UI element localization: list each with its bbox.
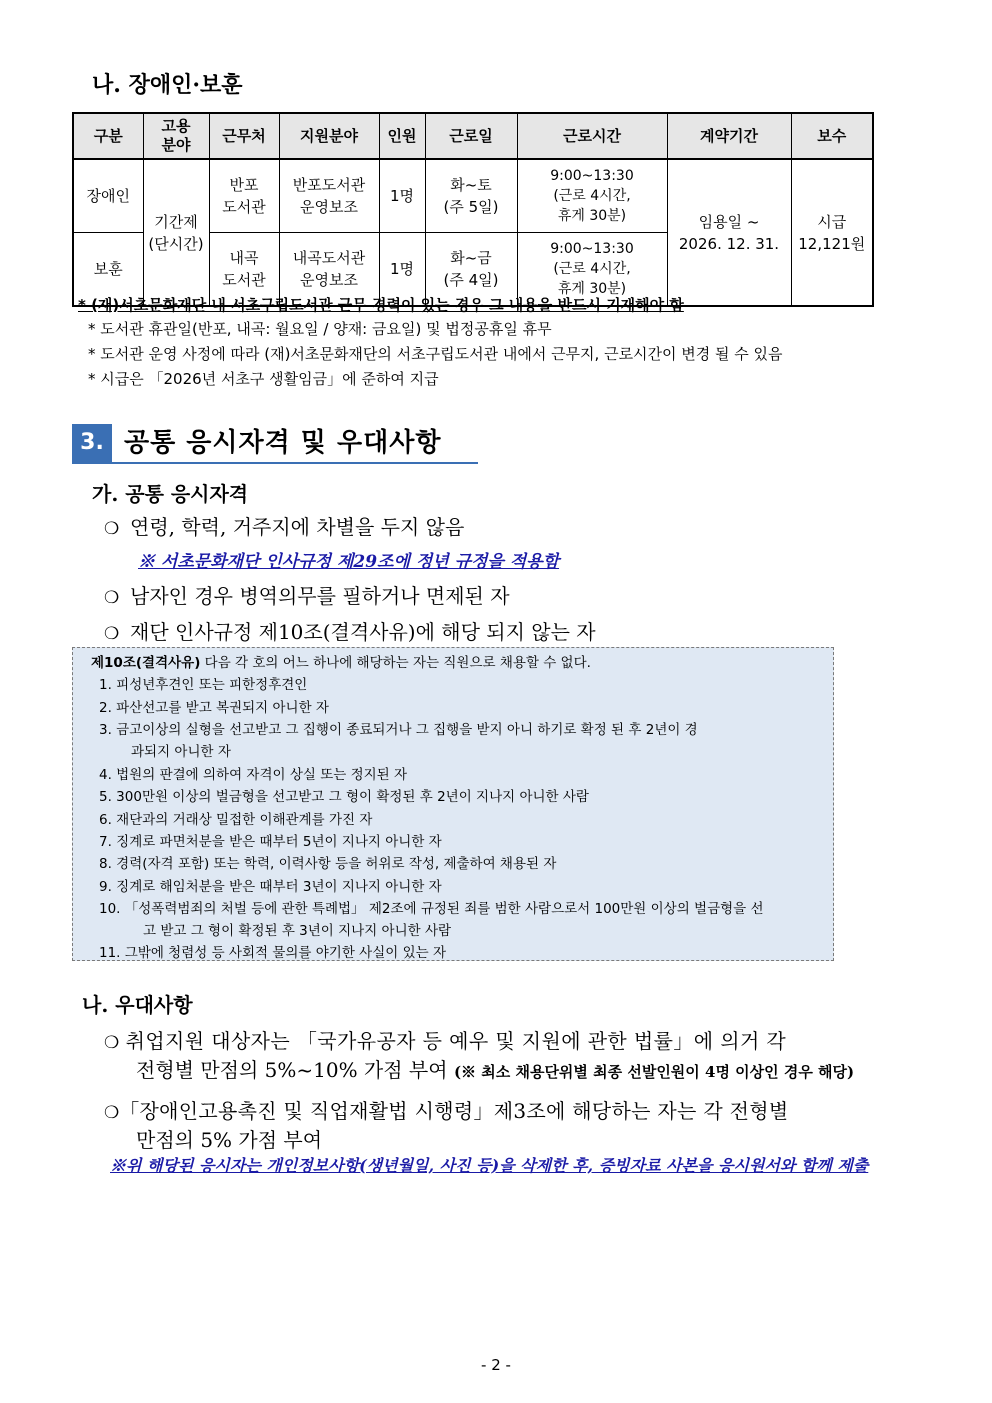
list-item <box>104 1097 788 1128</box>
law-line: 4. 법원의 판결에 의하여 자격이 상실 또는 정지된 자 <box>99 767 408 783</box>
note-workplace-change: * 도서관 운영 사정에 따라 (재)서초문화재단의 서초구립도서관 내에서 근무지, 근로시간이 변경 될 수 있음 <box>88 345 783 363</box>
selection-count-note: (※ 최소 채용단위별 최종 선발인원이 4명 이상인 경우 해당) <box>453 1063 855 1081</box>
law-line: 11. 그밖에 청렴성 등 사회적 물의를 야기한 사실이 있는 자 <box>99 945 446 961</box>
circle-bullet-icon: ❍ <box>104 519 120 539</box>
header-cell: 보수 <box>791 113 873 159</box>
list-item <box>104 511 464 540</box>
law-box-heading: 제10조(결격사유) <box>91 655 201 671</box>
cell-pay: 시급 12,121원 <box>791 159 873 306</box>
table-header-row <box>73 113 873 159</box>
list-item-continuation <box>136 1126 322 1155</box>
retirement-rule-note: ※ 서초문화재단 인사규정 제29조에 정년 규정을 적용함 <box>138 552 560 572</box>
list-item-text: 전형별 만점의 5%~10% 가점 부여 <box>136 1058 448 1082</box>
hiring-table <box>72 112 874 307</box>
list-item-text: 만점의 5% 가점 부여 <box>136 1128 323 1152</box>
list-item-text: 취업지원 대상자는 「국가유공자 등 예우 및 지원에 관한 법률」에 의거 각 <box>125 1029 787 1053</box>
cell-days: 화~토 (주 5일) <box>425 159 517 233</box>
section-title-disabled-veterans: 나. 장애인·보훈 <box>92 72 243 98</box>
section-title: 공통 응시자격 및 우대사항 <box>124 428 442 458</box>
law-line: 3. 금고이상의 실형을 선고받고 그 집행이 종료되거나 그 집행을 받지 아니 하기로 확정 된 후 2년이 경 <box>99 722 698 738</box>
disqualification-box <box>72 647 834 961</box>
header-cell: 지원분야 <box>279 113 379 159</box>
header-cell: 구분 <box>73 113 143 159</box>
list-item-text: 「장애인고용촉진 및 직업재활법 시행령」제3조에 해당하는 자는 각 전형별 <box>119 1099 789 1123</box>
circle-bullet-icon: ❍ <box>104 624 120 644</box>
cell-employment: 기간제 (단시간) <box>143 159 209 306</box>
law-line: 5. 300만원 이상의 벌금형을 선고받고 그 형이 확정된 후 2년이 지나지 아니한 사람 <box>99 789 589 805</box>
note-closing-days: * 도서관 휴관일(반포, 내곡: 월요일 / 양재: 금요일) 및 법정공휴일 휴무 <box>88 320 552 338</box>
cell-contract: 임용일 ~ 2026. 12. 31. <box>667 159 791 306</box>
cell-type: 장애인 <box>73 159 143 233</box>
note-wage: * 시급은 「2026년 서초구 생활임금」에 준하여 지급 <box>88 370 439 388</box>
cell-count: 1명 <box>379 159 425 233</box>
law-line: 9. 징계로 해임처분을 받은 때부터 3년이 지나지 아니한 자 <box>99 879 442 895</box>
circle-bullet-icon: ❍ <box>104 1033 120 1053</box>
law-line: 과되지 아니한 자 <box>131 744 231 760</box>
section-number-badge: 3. <box>72 424 112 462</box>
law-line: 고 받고 그 형이 확정된 후 3년이 지나지 아니한 사람 <box>143 923 452 939</box>
list-item <box>104 1027 786 1058</box>
cell-type: 보훈 <box>73 233 143 307</box>
law-box-intro: 다음 각 호의 어느 하나에 해당하는 자는 직원으로 채용할 수 없다. <box>200 655 591 671</box>
list-item-text: 연령, 학력, 거주지에 차별을 두지 않음 <box>130 515 465 539</box>
list-item-continuation <box>136 1056 854 1087</box>
list-item-text: 재단 인사규정 제10조(결격사유)에 해당 되지 않는 자 <box>130 620 596 644</box>
subsection-title-preference: 나. 우대사항 <box>82 993 193 1017</box>
list-item-text: 남자인 경우 병역의무를 필하거나 면제된 자 <box>130 584 510 608</box>
header-cell: 계약기간 <box>667 113 791 159</box>
header-cell: 근로일 <box>425 113 517 159</box>
cell-days: 화~금 (주 4일) <box>425 233 517 307</box>
header-cell: 인원 <box>379 113 425 159</box>
circle-bullet-icon: ❍ <box>104 1103 120 1123</box>
subsection-title-common: 가. 공통 응시자격 <box>92 482 249 506</box>
law-line: 10. 「성폭력범죄의 처벌 등에 관한 특례법」 제2조에 규정된 죄를 범한 사람으로서 100만원 이상의 벌금형을 선 <box>99 901 764 917</box>
law-line: 2. 파산선고를 받고 복권되지 아니한 자 <box>99 700 329 716</box>
list-item <box>104 580 510 609</box>
circle-bullet-icon: ❍ <box>104 588 120 608</box>
table-row <box>73 159 873 233</box>
cell-place: 내곡 도서관 <box>209 233 279 307</box>
page-number: - 2 - <box>481 1356 511 1374</box>
section-underline <box>72 462 478 464</box>
list-item <box>104 616 596 645</box>
header-cell: 고용 분야 <box>143 113 209 159</box>
header-cell: 근무처 <box>209 113 279 159</box>
cell-hours: 9:00~13:30 (근로 4시간, 휴게 30분) <box>517 233 667 307</box>
cell-count: 1명 <box>379 233 425 307</box>
law-line: 8. 경력(자격 포함) 또는 학력, 이력사항 등을 허위로 작성, 제출하여 채용된 자 <box>99 856 557 872</box>
header-cell: 근로시간 <box>517 113 667 159</box>
cell-field: 반포도서관 운영보조 <box>279 159 379 233</box>
law-line: 6. 재단과의 거래상 밀접한 이해관계를 가진 자 <box>99 812 373 828</box>
law-line: 1. 피성년후견인 또는 피한정후견인 <box>99 677 308 693</box>
cell-hours: 9:00~13:30 (근로 4시간, 휴게 30분) <box>517 159 667 233</box>
evidence-submission-note: ※위 해당된 응시자는 개인정보사항(생년월일, 사진 등)을 삭제한 후, 증빙자료 사본을 응시원서와 함께 제출 <box>110 1156 869 1175</box>
note-career: * (재)서초문화재단 내 서초구립도서관 근무 경력이 있는 경우 그 내용을 반드시 기재해야 함 <box>78 296 684 314</box>
law-line: 7. 징계로 파면처분을 받은 때부터 5년이 지나지 아니한 자 <box>99 834 442 850</box>
cell-field: 내곡도서관 운영보조 <box>279 233 379 307</box>
law-box-heading-line <box>91 651 591 671</box>
cell-place: 반포 도서관 <box>209 159 279 233</box>
